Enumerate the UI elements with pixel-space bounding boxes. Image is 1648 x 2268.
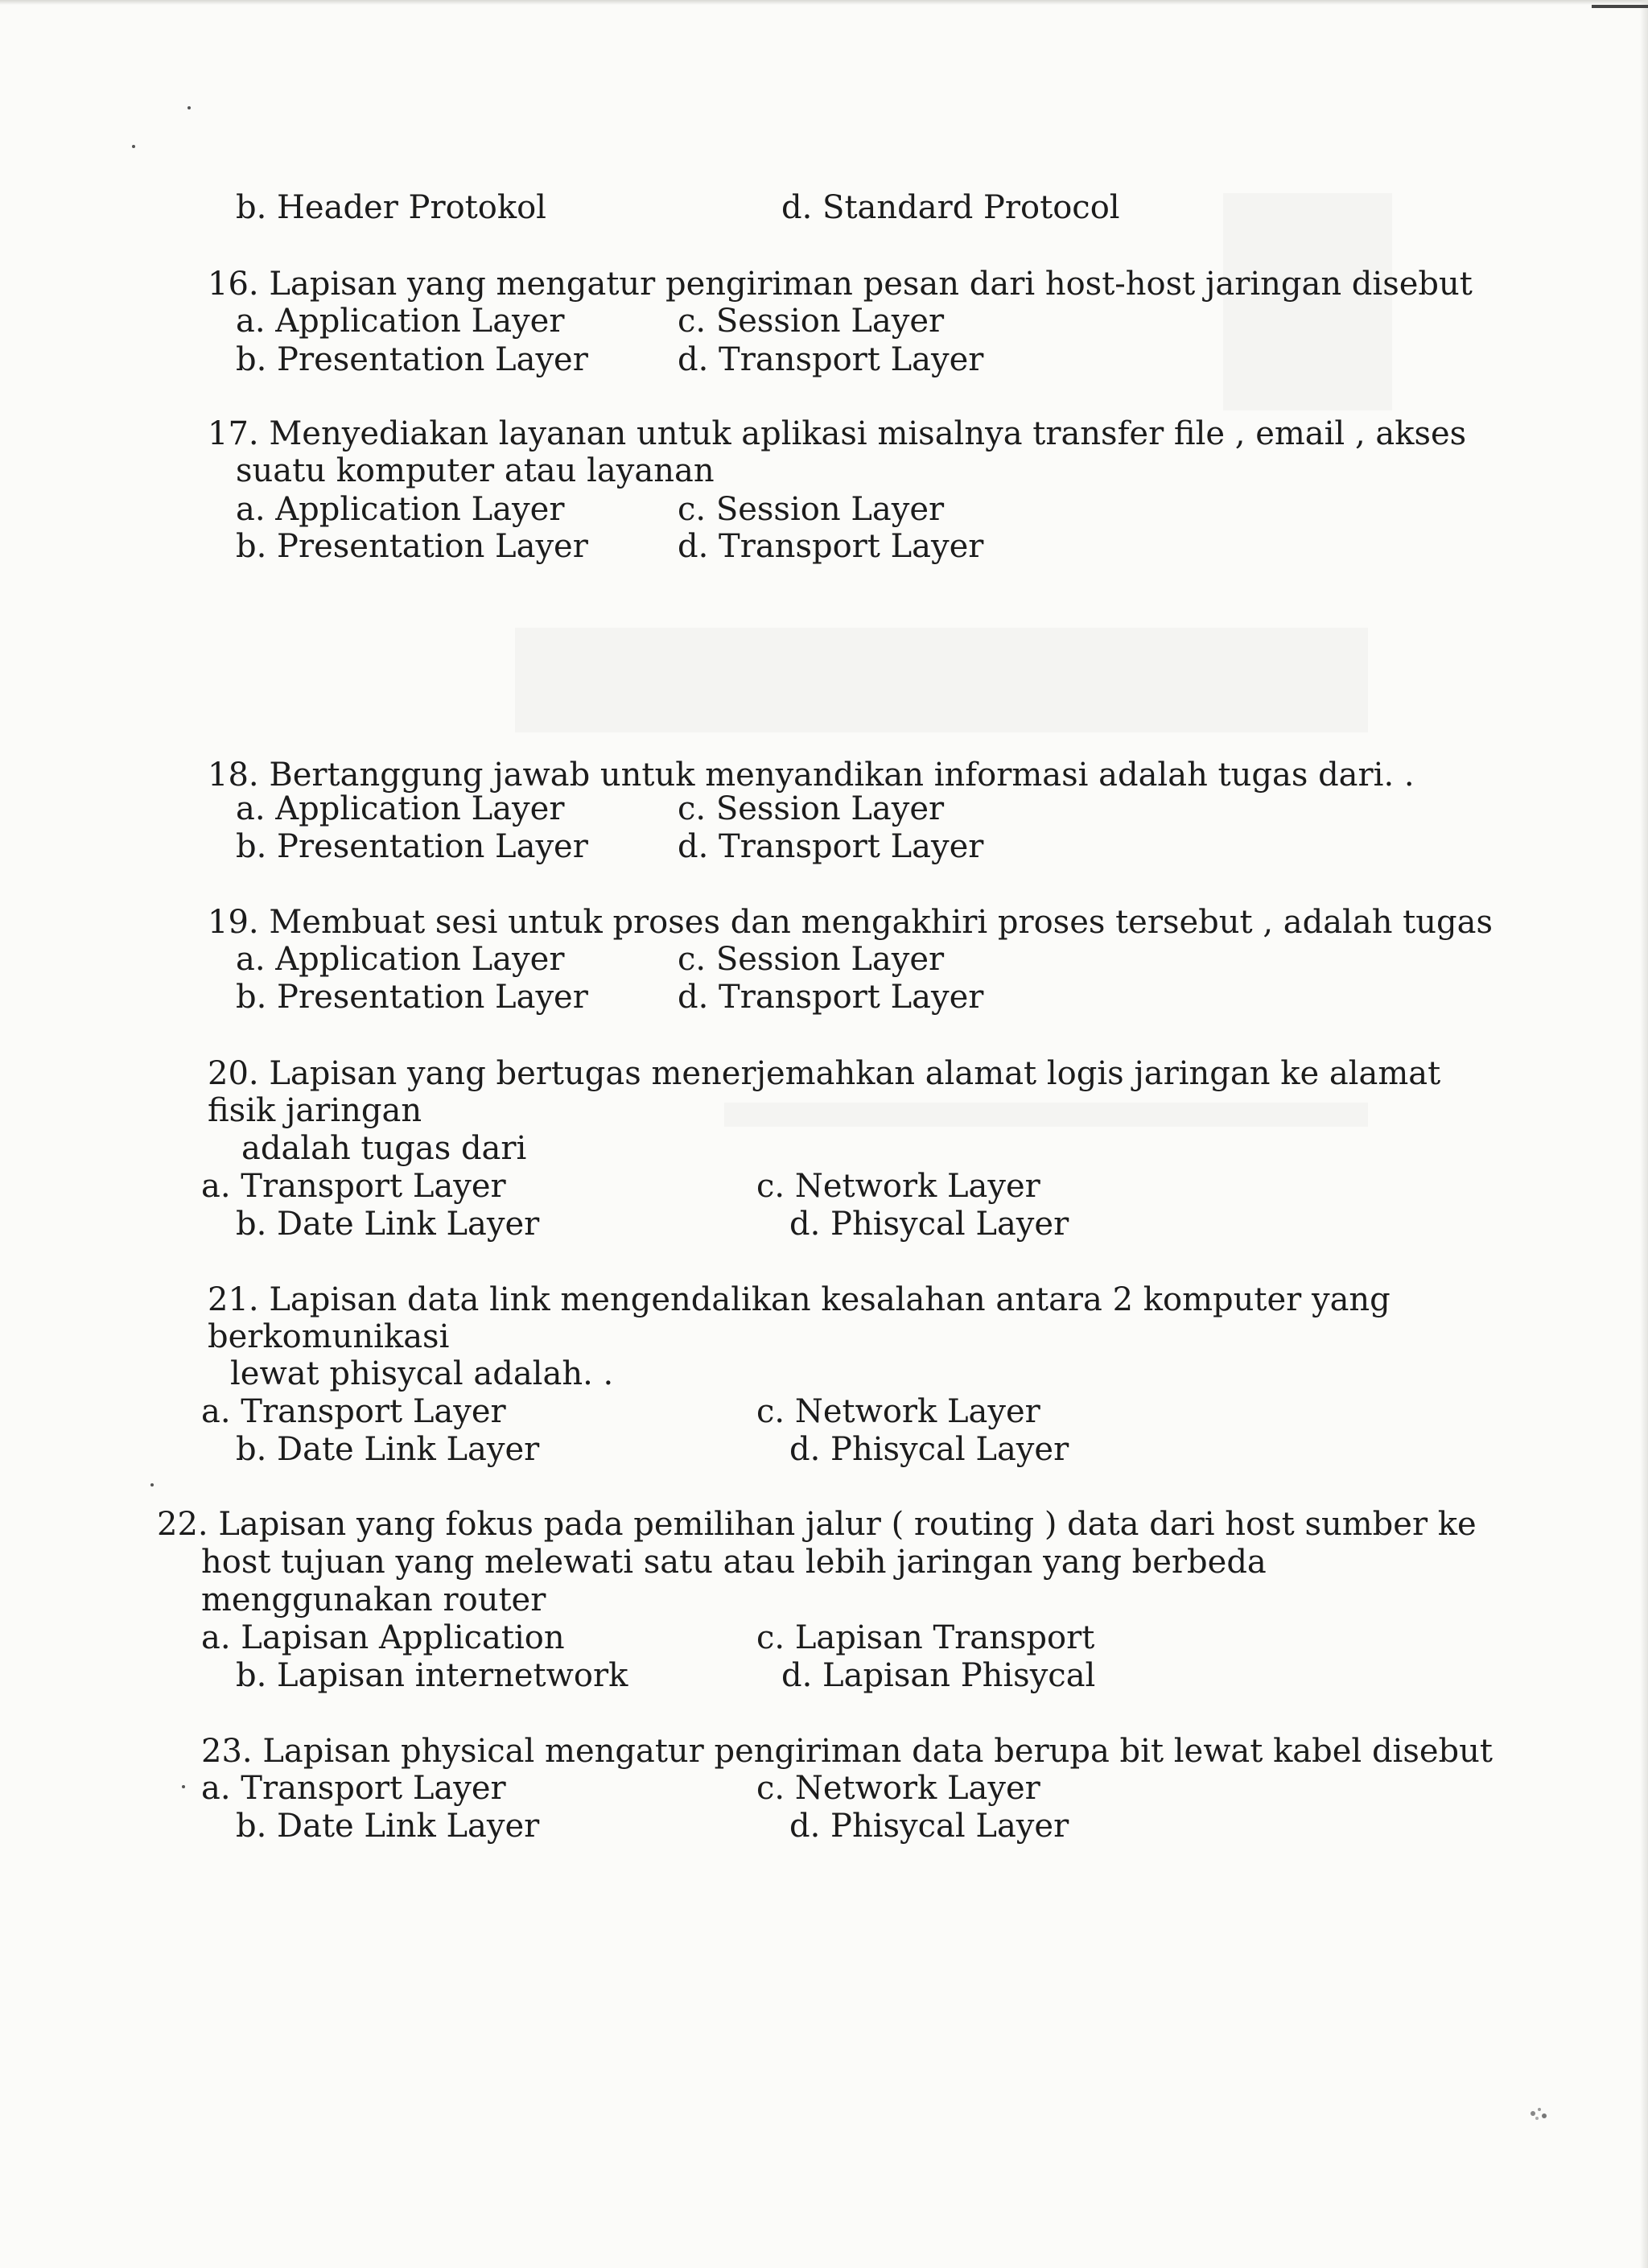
speck bbox=[182, 1785, 185, 1788]
q18-question: 18. Bertanggung jawab untuk menyandikan informasi adalah tugas dari. . bbox=[208, 757, 1415, 794]
q17-question-cont: suatu komputer atau layanan bbox=[236, 452, 715, 489]
q18-option-c: c. Session Layer bbox=[678, 790, 945, 827]
q19-question: 19. Membuat sesi untuk proses dan mengakhiri proses tersebut , adalah tugas bbox=[208, 904, 1493, 941]
scan-shadow-top bbox=[0, 0, 1648, 5]
q20-option-d: d. Phisycal Layer bbox=[789, 1206, 1069, 1243]
q20-option-a: a. Transport Layer bbox=[201, 1168, 506, 1205]
speck bbox=[187, 106, 191, 109]
bleed-through-text bbox=[515, 628, 1368, 732]
q18-option-a: a. Application Layer bbox=[236, 790, 565, 827]
q19-option-a: a. Application Layer bbox=[236, 941, 565, 978]
q19-option-b: b. Presentation Layer bbox=[236, 979, 588, 1016]
q21-option-b: b. Date Link Layer bbox=[236, 1431, 540, 1468]
q22-option-a: a. Lapisan Application bbox=[201, 1619, 565, 1656]
q17-option-a: a. Application Layer bbox=[236, 491, 565, 528]
scan-mark bbox=[1592, 5, 1648, 8]
speck bbox=[150, 1483, 154, 1487]
q20-question-cont: adalah tugas dari bbox=[241, 1130, 527, 1167]
q18-option-b: b. Presentation Layer bbox=[236, 828, 588, 865]
smudge-mark bbox=[1525, 2102, 1554, 2125]
q22-question: 22. Lapisan yang fokus pada pemilihan jalur ( routing ) data dari host sumber ke bbox=[157, 1506, 1477, 1543]
q22-option-d: d. Lapisan Phisycal bbox=[781, 1657, 1096, 1694]
q23-option-a: a. Transport Layer bbox=[201, 1770, 506, 1807]
q20-option-b: b. Date Link Layer bbox=[236, 1206, 540, 1243]
q22-question-cont: menggunakan router bbox=[201, 1581, 546, 1619]
q22-option-c: c. Lapisan Transport bbox=[756, 1619, 1095, 1656]
q17-option-b: b. Presentation Layer bbox=[236, 528, 588, 565]
q22-option-b: b. Lapisan internetwork bbox=[236, 1657, 628, 1694]
q20-question: 20. Lapisan yang bertugas menerjemahkan alamat logis jaringan ke alamat bbox=[208, 1055, 1441, 1092]
q21-option-d: d. Phisycal Layer bbox=[789, 1431, 1069, 1468]
q20-question-cont: fisik jaringan bbox=[208, 1092, 422, 1129]
q16-question: 16. Lapisan yang mengatur pengiriman pesan dari host-host jaringan disebut bbox=[208, 266, 1473, 303]
q23-option-d: d. Phisycal Layer bbox=[789, 1808, 1069, 1845]
q21-option-a: a. Transport Layer bbox=[201, 1393, 506, 1430]
q21-question: 21. Lapisan data link mengendalikan kesalahan antara 2 komputer yang bbox=[208, 1281, 1390, 1318]
q17-option-c: c. Session Layer bbox=[678, 491, 945, 528]
q18-option-d: d. Transport Layer bbox=[678, 828, 984, 865]
q23-question: 23. Lapisan physical mengatur pengiriman data berupa bit lewat kabel disebut bbox=[201, 1733, 1493, 1770]
q22-question-cont: host tujuan yang melewati satu atau lebih jaringan yang berbeda bbox=[201, 1544, 1267, 1581]
q16-option-d: d. Transport Layer bbox=[678, 341, 984, 378]
speck bbox=[132, 145, 135, 148]
q23-option-c: c. Network Layer bbox=[756, 1770, 1040, 1807]
q16-option-c: c. Session Layer bbox=[678, 303, 945, 340]
q20-option-c: c. Network Layer bbox=[756, 1168, 1040, 1205]
q15-option-d: d. Standard Protocol bbox=[781, 189, 1120, 226]
bleed-through-text bbox=[724, 1103, 1368, 1127]
q16-option-a: a. Application Layer bbox=[236, 303, 565, 340]
q17-option-d: d. Transport Layer bbox=[678, 528, 984, 565]
q17-question: 17. Menyediakan layanan untuk aplikasi misalnya transfer file , email , akses bbox=[208, 415, 1467, 452]
q23-option-b: b. Date Link Layer bbox=[236, 1808, 540, 1845]
q21-question-cont: berkomunikasi bbox=[208, 1318, 450, 1355]
q19-option-d: d. Transport Layer bbox=[678, 979, 984, 1016]
q15-option-b: b. Header Protokol bbox=[236, 189, 546, 226]
q21-option-c: c. Network Layer bbox=[756, 1393, 1040, 1430]
q16-option-b: b. Presentation Layer bbox=[236, 341, 588, 378]
scan-shadow-right bbox=[1640, 0, 1648, 2268]
q19-option-c: c. Session Layer bbox=[678, 941, 945, 978]
q21-question-cont: lewat phisycal adalah. . bbox=[230, 1355, 614, 1392]
